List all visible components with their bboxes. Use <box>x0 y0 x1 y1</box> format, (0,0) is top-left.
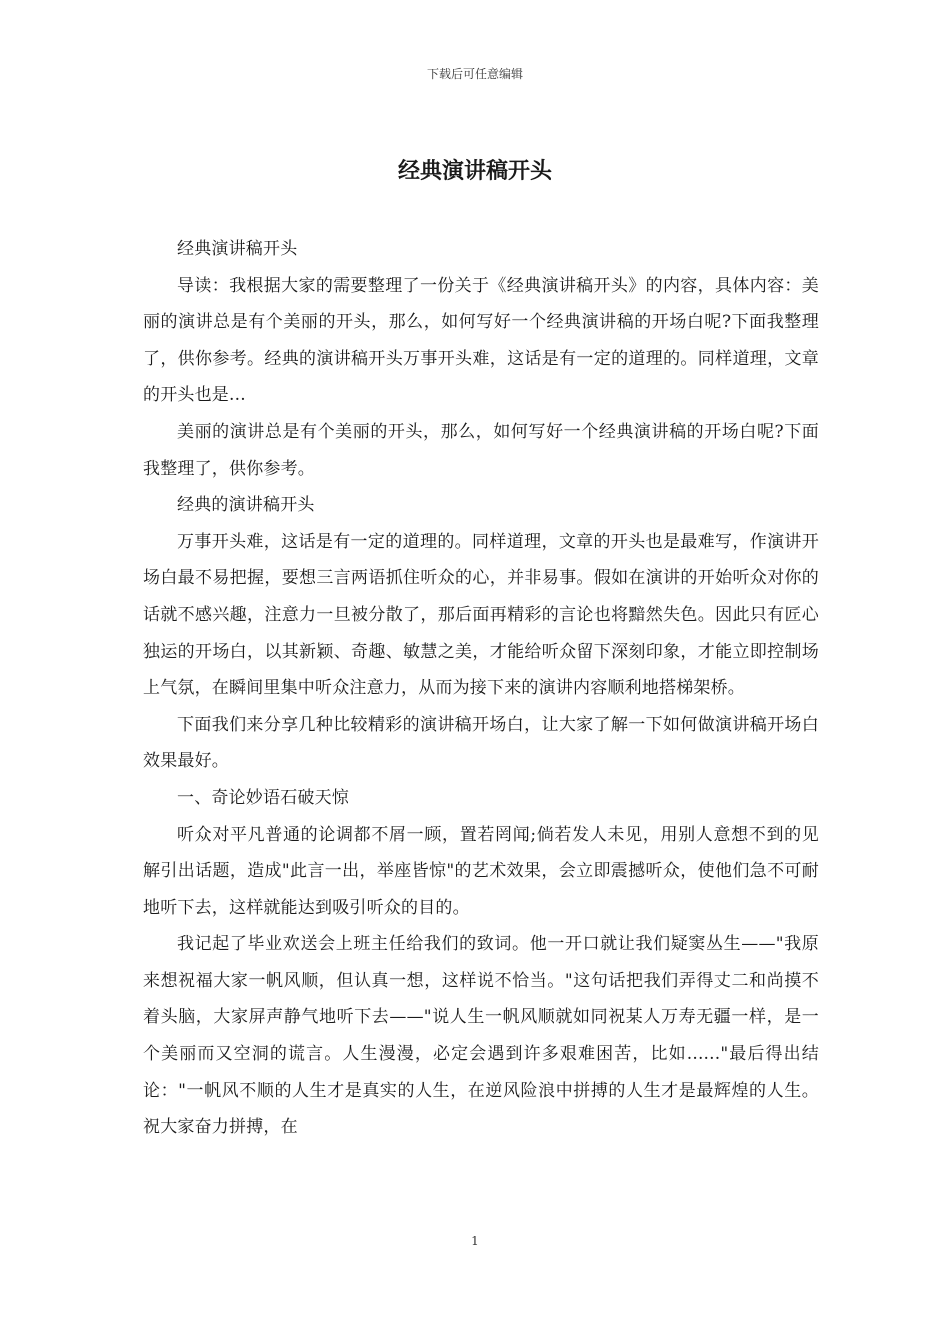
body-paragraph: 听众对平凡普通的论调都不屑一顾，置若罔闻;倘若发人未见，用别人意想不到的见解引出话题，造成"此言一出，举座皆惊"的艺术效果，会立即震撼听众，使他们急不可耐地听下去，这样就能达到吸引听众的目的。 <box>143 824 819 918</box>
page-number: 1 <box>471 1234 479 1248</box>
body-paragraph: 下面我们来分享几种比较精彩的演讲稿开场白，让大家了解一下如何做演讲稿开场白效果最好。 <box>143 714 819 772</box>
subtitle-paragraph: 经典演讲稿开头 <box>177 239 298 259</box>
body-paragraph: 我记起了毕业欢送会上班主任给我们的致词。他一开口就让我们疑窦丛生——"我原来想祝福大家一帆风顺，但认真一想，这样说不恰当。"这句话把我们弄得丈二和尚摸不着头脑，大家屏声静气地听下去——"说人生一帆风顺就如同祝某人万寿无疆一样，是一个美丽而又空洞的谎言。人生漫漫，必定会遇到许多艰难困苦，比如......"最后得出结论："一帆风不顺的人生才是真实的人生，在逆风险浪中拼搏的人生才是最辉煌的人生。祝大家奋力拼搏，在 <box>143 934 819 1138</box>
section-heading: 经典的演讲稿开头 <box>177 495 315 516</box>
intro-paragraph: 导读：我根据大家的需要整理了一份关于《经典演讲稿开头》的内容，具体内容：美丽的演讲总是有个美丽的开头，那么，如何写好一个经典演讲稿的开场白呢?下面我整理了，供你参考。经典的演讲稿开头万事开头难，这话是有一定的道理的。同样道理，文章的开头也是... <box>143 275 819 406</box>
summary-paragraph: 美丽的演讲总是有个美丽的开头，那么，如何写好一个经典演讲稿的开场白呢?下面我整理了，供你参考。 <box>143 421 819 479</box>
header-note: 下载后可任意编辑 <box>426 67 523 81</box>
document-title: 经典演讲稿开头 <box>397 158 552 184</box>
section-heading: 一、奇论妙语石破天惊 <box>177 787 349 808</box>
document-body <box>143 231 819 1146</box>
body-paragraph: 万事开头难，这话是有一定的道理的。同样道理，文章的开头也是最难写，作演讲开场白最不易把握，要想三言两语抓住听众的心，并非易事。假如在演讲的开始听众对你的话就不感兴趣，注意力一旦被分散了，那后面再精彩的言论也将黯然失色。因此只有匠心独运的开场白，以其新颖、奇趣、敏慧之美，才能给听众留下深刻印象，才能立即控制场上气氛，在瞬间里集中听众注意力，从而为接下来的演讲内容顺利地搭梯架桥。 <box>143 531 819 699</box>
